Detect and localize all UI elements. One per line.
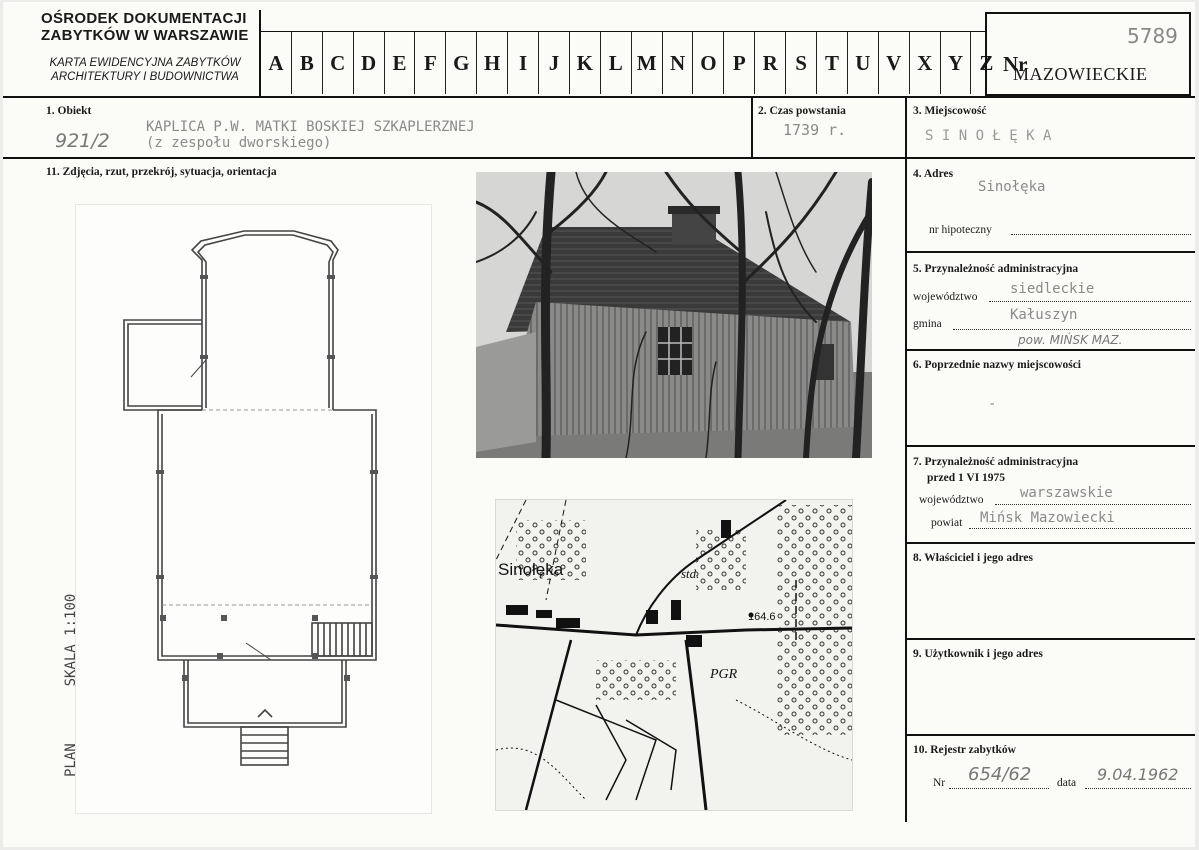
admin-before-powiat-label: powiat [931,517,963,529]
powiat-handwritten-note: pow. MIŃSK MAZ. [1018,333,1123,347]
register-label: 10. Rejestr zabytków [913,744,1016,756]
index-letter: F [414,32,445,94]
index-letter: P [723,32,754,94]
index-letter: M [631,32,662,94]
index-letter: K [569,32,600,94]
card-number: 5789 [1127,24,1178,48]
index-letter: X [909,32,940,94]
map-drawing [496,500,852,810]
index-letter: Y [940,32,971,94]
index-letter: Z [970,32,1001,94]
index-letter: U [847,32,878,94]
index-letter: B [291,32,322,94]
index-letter: I [507,32,538,94]
index-letter: G [445,32,476,94]
place-label: 3. Miejscowość [913,105,987,117]
index-letter: L [600,32,631,94]
place-value: S I N O Ł Ę K A [925,128,1052,144]
index-letter: N [662,32,693,94]
admin-voiv-value: siedleckie [1010,281,1095,297]
index-letter: S [785,32,816,94]
object-name-line1: KAPLICA P.W. MATKI BOSKIEJ SZKAPLERZNEJ [146,119,475,135]
nr-label: Nr [1003,52,1028,76]
inventory-mark: 921/2 [55,130,110,152]
situation-map [495,499,853,811]
address-label: 4. Adres [913,168,954,180]
index-letter: C [322,32,353,94]
index-letter: O [692,32,723,94]
institution-name: OŚRODEK DOKUMENTACJI ZABYTKÓW W WARSZAWIE [41,10,249,44]
floor-plan [75,204,432,814]
plan-caption [63,527,79,777]
index-letter: D [353,32,384,94]
map-village-label: Sinołęka [498,560,564,579]
user-label: 9. Użytkownik i jego adres [913,648,1043,660]
map-pgr-label: PGR [710,667,738,682]
previous-names-value: - [988,396,997,412]
owner-label: 8. Właściciel i jego adres [913,552,1033,564]
register-nr-label: Nr [933,777,946,789]
record-card [3,2,1195,847]
index-letter: A [268,50,284,75]
index-letter: J [538,32,569,94]
photos-section-label: 11. Zdjęcia, rzut, przekrój, sytuacja, orientacja [46,166,277,178]
index-letter: E [384,32,415,94]
object-label: 1. Obiekt [46,105,92,117]
mortgage-label: nr hipoteczny [929,224,992,236]
time-value: 1739 r. [783,121,847,139]
previous-names-label: 6. Poprzednie nazwy miejscowości [913,359,1081,371]
index-letter: V [878,32,909,94]
voivodeship-stamp: MAZOWIECKIE [1013,64,1148,84]
admin-before-label-1: 7. Przynależność administracyjna [913,456,1079,468]
admin-gmina-label: gmina [913,318,942,330]
index-letter: T [816,32,847,94]
register-nr-value: 654/62 [968,764,1032,785]
chapel-photo-image [476,172,872,458]
admin-gmina-value: Kałuszyn [1010,307,1078,323]
admin-before-label-2: przed 1 VI 1975 [927,472,1006,484]
floor-plan-drawing [76,205,431,813]
index-letter: R [754,32,785,94]
index-letter: H [476,32,507,94]
scale-label: SKALA 1:100 [63,593,79,687]
register-date-label: data [1057,777,1077,789]
admin-before-powiat-value: Mińsk Mazowiecki [980,510,1115,526]
card-subtitle: KARTA EWIDENCYJNA ZABYTKÓW ARCHITEKTURY I BUDOWNICTWA [49,57,241,83]
time-label: 2. Czas powstania [758,105,846,117]
register-date-value: 9.04.1962 [1097,765,1179,784]
object-name-line2: (z zespołu dworskiego) [146,135,332,151]
admin-label: 5. Przynależność administracyjna [913,263,1079,275]
plan-label: PLAN [63,743,79,777]
admin-before-voiv-value: warszawskie [1020,485,1113,501]
map-std-label: std. [681,566,700,581]
alphabet-index [261,32,1001,94]
address-value: Sinołęka [978,179,1046,195]
admin-voiv-label: województwo [913,291,978,303]
chapel-photo [476,172,872,458]
map-height-label: 164.6 [748,611,776,623]
admin-before-voiv-label: województwo [919,494,984,506]
